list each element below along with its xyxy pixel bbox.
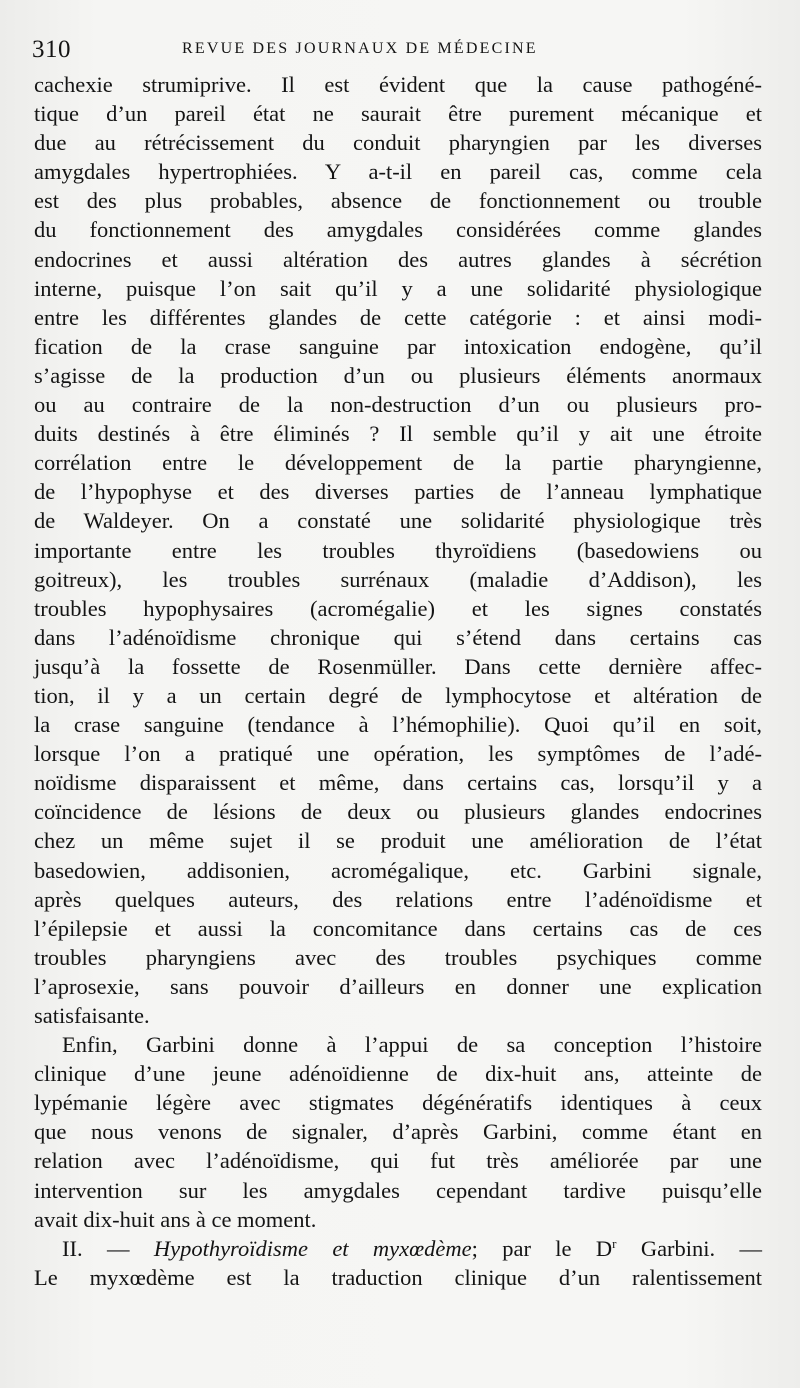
- section-title: Hypothyroïdisme et myxœdème: [153, 1235, 472, 1261]
- text-line: l’épilepsie et aussi la concomitance dans certains cas de ces: [34, 915, 762, 941]
- text-line: l’aprosexie, sans pouvoir d’ailleurs en donner une explication: [34, 973, 762, 999]
- text-line: troubles pharyngiens avec des troubles psychiques comme: [34, 944, 762, 970]
- text-line: basedowien, addisonien, acromégalique, etc. Garbini signale,: [34, 857, 762, 883]
- paragraph-1: [34, 70, 762, 1030]
- journal-title: REVUE DES JOURNAUX DE MÉDECINE: [182, 40, 538, 57]
- text-line: avait dix-huit ans à ce moment.: [34, 1206, 317, 1232]
- text-line: tique d’un pareil état ne saurait être purement mécanique et: [34, 101, 762, 127]
- paragraph-2: [34, 1030, 762, 1234]
- text-line: Le myxœdème est la traduction clinique d’un ralentissement: [34, 1264, 762, 1290]
- text-line: duits destinés à être éliminés ? Il semble qu’il y ait une étroite: [34, 421, 762, 447]
- text-line: relation avec l’adénoïdisme, qui fut très améliorée par une: [34, 1148, 762, 1174]
- text-line: lypémanie légère avec stigmates dégénératifs identiques à ceux: [34, 1090, 762, 1116]
- text-line: après quelques auteurs, des relations entre l’adénoïdisme et: [34, 886, 762, 912]
- text-line: Enfin, Garbini donne à l’appui de sa conception l’histoire: [62, 1032, 762, 1058]
- text-line: noïdisme disparaissent et même, dans certains cas, lorsqu’il y a: [34, 770, 762, 796]
- text-line: satisfaisante.: [34, 1003, 150, 1028]
- text-line: cachexie strumiprive. Il est évident que la cause pathogéné-: [34, 72, 762, 97]
- text-line: tion, il y a un certain degré de lymphocytose et altération de: [34, 682, 762, 708]
- text-line: s’agisse de la production d’un ou plusieurs éléments anormaux: [34, 362, 762, 388]
- text-line: amygdales hypertrophiées. Y a-t-il en pareil cas, comme cela: [34, 159, 762, 185]
- text-line: importante entre les troubles thyroïdiens (basedowiens ou: [34, 537, 762, 563]
- text-line: fication de la crase sanguine par intoxication endogène, qu’il: [34, 333, 762, 359]
- section-heading: [34, 1234, 762, 1263]
- text-line: goitreux), les troubles surrénaux (maladie d’Addison), les: [34, 566, 762, 592]
- section-2: [34, 1234, 762, 1292]
- text-line: la crase sanguine (tendance à l’hémophilie). Quoi qu’il en soit,: [34, 712, 762, 738]
- text-line: corrélation entre le développement de la partie pharyngienne,: [34, 450, 762, 476]
- body-text: [34, 70, 762, 1292]
- page-number: 310: [32, 36, 71, 63]
- text-line: intervention sur les amygdales cependant tardive puisqu’elle: [34, 1177, 762, 1203]
- text-line: est des plus probables, absence de fonctionnement ou trouble: [34, 188, 762, 214]
- text-line: dans l’adénoïdisme chronique qui s’étend dans certains cas: [34, 624, 762, 650]
- text-line: du fonctionnement des amygdales considérées comme glandes: [34, 217, 762, 243]
- text-line: endocrines et aussi altération des autres glandes à sécrétion: [34, 246, 762, 272]
- text-line: de l’hypophyse et des diverses parties de l’anneau lymphatique: [34, 479, 762, 505]
- text-line: jusqu’à la fossette de Rosenmüller. Dans cette dernière affec-: [34, 653, 762, 679]
- text-line: que nous venons de signaler, d’après Garbini, comme étant en: [34, 1119, 762, 1145]
- text-line: troubles hypophysaires (acromégalie) et les signes constatés: [34, 595, 762, 621]
- running-header: [32, 36, 762, 66]
- text-line: ou au contraire de la non-destruction d’un ou plusieurs pro-: [34, 392, 762, 418]
- section-attribution-superscript: r: [612, 1235, 617, 1251]
- text-line: entre les différentes glandes de cette catégorie : et ainsi modi-: [34, 304, 762, 330]
- text-line: lorsque l’on a pratiqué une opération, les symptômes de l’adé-: [34, 741, 762, 767]
- text-line: clinique d’une jeune adénoïdienne de dix-huit ans, atteinte de: [34, 1061, 762, 1087]
- text-line: de Waldeyer. On a constaté une solidarité physiologique très: [34, 508, 762, 534]
- section-author: Garbini. —: [616, 1235, 763, 1261]
- text-line: due au rétrécissement du conduit pharyngien par les diverses: [34, 130, 762, 156]
- text-line: chez un même sujet il se produit une amélioration de l’état: [34, 828, 762, 854]
- section-numeral: II. —: [62, 1235, 130, 1261]
- text-line: coïncidence de lésions de deux ou plusieurs glandes endocrines: [34, 799, 762, 825]
- section-attribution: ; par le D: [471, 1235, 613, 1261]
- text-line: interne, puisque l’on sait qu’il y a une solidarité physiologique: [34, 275, 762, 301]
